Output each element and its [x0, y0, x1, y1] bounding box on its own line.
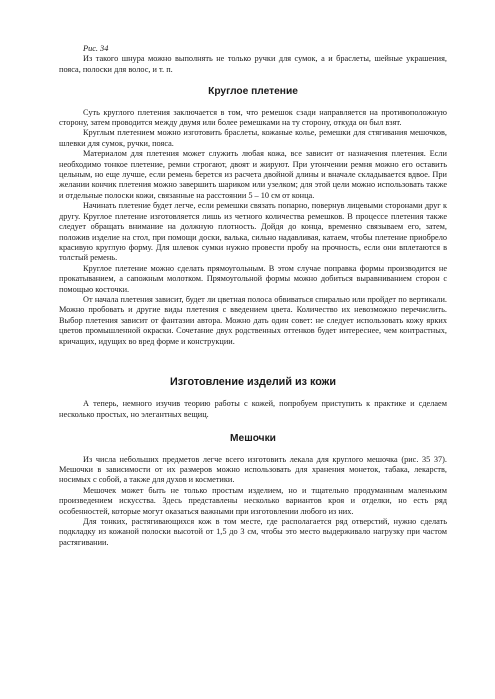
paragraph: От начала плетения зависит, будет ли цветная полоса обвиваться спиралью или пройдет по вертикали. Можно пробовать и другие виды плетения с введением цвета. Количество их невозможно перечислить. Выбор плетения зависит от фантазии автора. Можно дать один совет: не следует использовать кожу ярких цветов промышленной окраски. Сочетание двух родственных оттенков будет интереснее, чем контрастных, кричащих, идущих во вред форме и конструкции.	[59, 294, 447, 346]
section-heading-leather-products: Изготовление изделий из кожи	[170, 375, 336, 388]
paragraph: Материалом для плетения может служить любая кожа, все зависит от назначения плетения. Если необходимо тонкое плетение, ремни строгают, двоят и жируют. При утончении ремня можно его оставить цельным, но еще лучше, если ремень берется из расчета двойной длины и вначале складывается вдвое. При желании кончик плетения можно завершить шариком или узелком; для этой цели можно использовать также и отдельные полоски кожи, связанные на расстоянии 5 – 10 см от конца.	[59, 149, 447, 200]
figure-caption: Рис. 34	[83, 44, 109, 53]
paragraph: Суть круглого плетения заключается в том, что ремешок сзади направляется на противоположную сторону, затем проводится между двумя или более ремешками на ту сторону, откуда он был взят.	[59, 107, 447, 128]
paragraph: А теперь, немного изучив теорию работы с кожей, попробуем приступить к практике и сделаем несколько простых, но элегантных вещиц.	[59, 399, 447, 419]
page-content	[59, 44, 447, 548]
paragraph: Мешочек может быть не только простым изделием, но и тщательно продуманным маленьким произведением искусства. Здесь представлены несколько вариантов кроя и отделки, но есть ряд особенностей, которые могут оказаться важными при изготовлении любого из них.	[59, 485, 447, 516]
section-heading-pouches: Мешочки	[230, 433, 276, 445]
paragraph: Круглое плетение можно сделать прямоугольным. В этом случае поправка формы производится не прокатыванием, а сапожным молотком. Прямоугольной формы можно добиться выравниванием сторон с помощью косточки.	[59, 263, 447, 294]
intro-paragraph: Из такого шнура можно выполнять не только ручки для сумок, а и браслеты, шейные украшения, пояса, полоски для волос, и т. п.	[59, 54, 447, 74]
paragraph: Круглым плетением можно изготовить браслеты, кожаные колье, ремешки для стягивания мешочков, шлевки для сумок, ручки, пояса.	[59, 128, 447, 148]
paragraph: Из числа небольших предметов легче всего изготовить лекала для круглого мешочка (рис. 35 37). Мешочки в зависимости от их размеров можно использовать для хранения монеток, табака, лекарств, носимых с собой, а также для духов и косметики.	[59, 454, 447, 485]
paragraph: Начинать плетение будет легче, если ремешки связать попарно, повернув лицевыми сторонами друг к другу. Круглое плетение изготовляется лишь из четного количества ремешков. В процессе плетения также следует обращать внимание на должную плотность. Дойдя до конца, временно связываем его, затем, положив изделие на стол, при помощи доски, валька, сильно надавливая, катаем, чтобы плетение приобрело красивую круглую форму. Для шлевок сумки нужно провести пробу на прочность, если они вплетаются в толстый ремень.	[59, 201, 447, 263]
section-heading-round-weaving: Круглое плетение	[208, 86, 298, 98]
paragraph: Для тонких, растягивающихся кож в том месте, где располагается ряд отверстий, нужно сделать подкладку из кожаной полоски высотой от 1,5 до 3 см, чтобы это место выдерживало нагрузку при частом растягивании.	[59, 517, 447, 547]
